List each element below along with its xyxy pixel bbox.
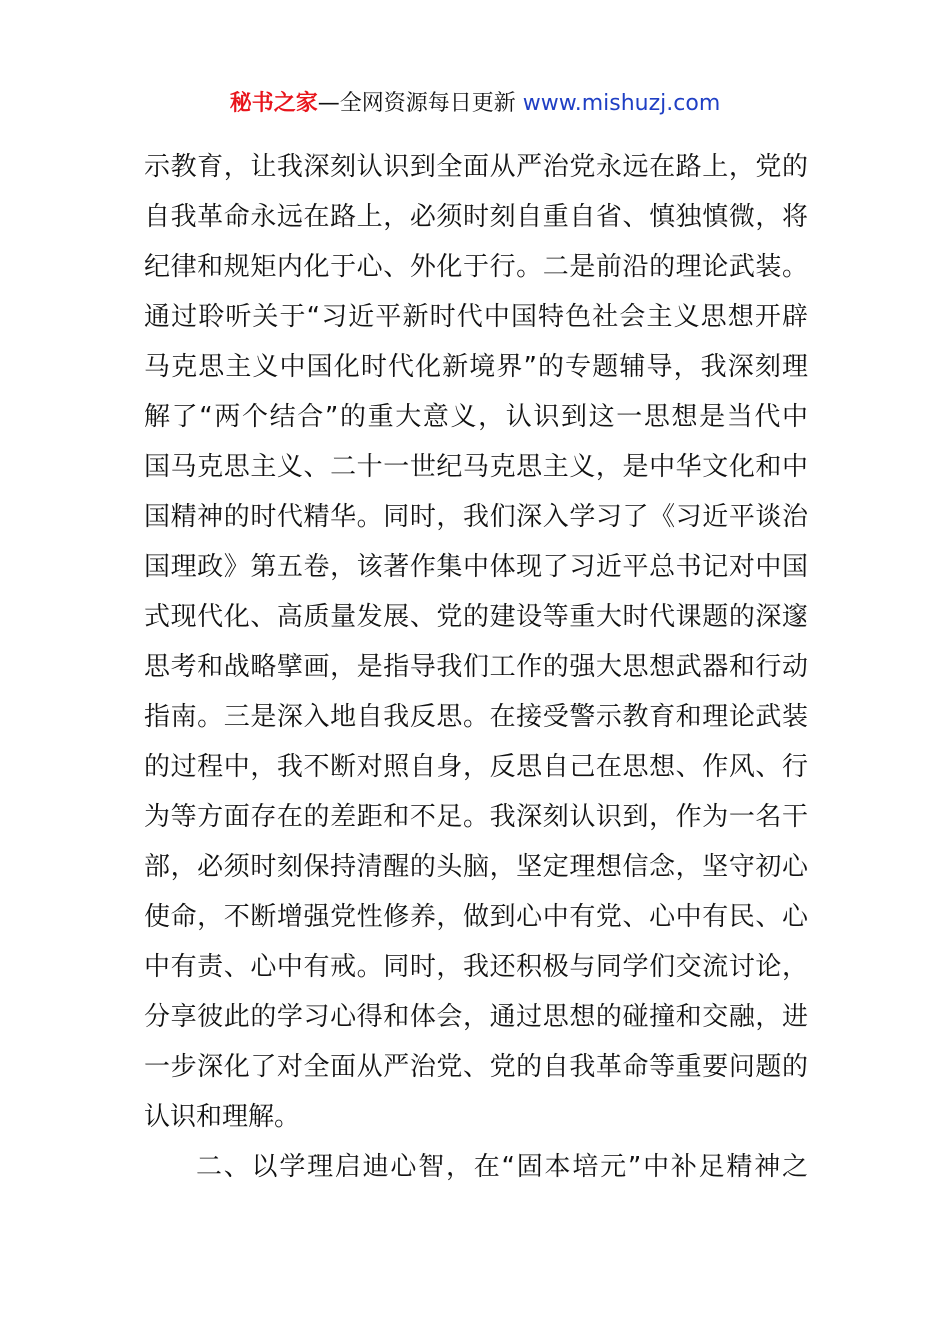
text-line: 思考和战略擘画，是指导我们工作的强大思想武器和行动 bbox=[144, 652, 808, 682]
text-line: 部，必须时刻保持清醒的头脑，坚定理想信念，坚守初心 bbox=[144, 852, 808, 882]
text-line: 式现代化、高质量发展、党的建设等重大时代课题的深邃 bbox=[144, 602, 808, 632]
text-line: 示教育，让我深刻认识到全面从严治党永远在路上，党的 bbox=[144, 152, 808, 182]
page-header bbox=[0, 88, 950, 120]
text-line: 解了“两个结合”的重大意义，认识到这一思想是当代中 bbox=[144, 402, 808, 432]
section-heading: 二、以学理启迪心智，在“固本培元”中补足精神之 bbox=[196, 1152, 808, 1182]
text-line: 的过程中，我不断对照自身，反思自己在思想、作风、行 bbox=[144, 752, 808, 782]
text-line: 国理政》第五卷，该著作集中体现了习近平总书记对中国 bbox=[144, 552, 808, 582]
text-line: 自我革命永远在路上，必须时刻自重自省、慎独慎微，将 bbox=[144, 202, 808, 232]
header-url-link[interactable]: www.mishuzj.com bbox=[522, 91, 721, 116]
text-line: 通过聆听关于“习近平新时代中国特色社会主义思想开辟 bbox=[144, 302, 808, 332]
text-line: 中有责、心中有戒。同时，我还积极与同学们交流讨论， bbox=[144, 952, 808, 982]
text-line: 使命，不断增强党性修养，做到心中有党、心中有民、心 bbox=[144, 902, 808, 932]
text-line: 为等方面存在的差距和不足。我深刻认识到，作为一名干 bbox=[144, 802, 808, 832]
text-line: 国马克思主义、二十一世纪马克思主义，是中华文化和中 bbox=[144, 452, 808, 482]
text-line: 纪律和规矩内化于心、外化于行。二是前沿的理论武装。 bbox=[144, 252, 808, 282]
text-line: 国精神的时代精华。同时，我们深入学习了《习近平谈治 bbox=[144, 502, 808, 532]
text-line: 认识和理解。 bbox=[144, 1102, 301, 1132]
header-brand: 秘书之家 bbox=[229, 91, 318, 116]
document-body bbox=[144, 142, 808, 1192]
text-line: 马克思主义中国化时代化新境界”的专题辅导，我深刻理 bbox=[144, 352, 808, 382]
header-tagline: —全网资源每日更新 bbox=[317, 91, 516, 116]
text-line: 指南。三是深入地自我反思。在接受警示教育和理论武装 bbox=[144, 702, 808, 732]
text-line: 分享彼此的学习心得和体会，通过思想的碰撞和交融，进 bbox=[144, 1002, 808, 1032]
text-line: 一步深化了对全面从严治党、党的自我革命等重要问题的 bbox=[144, 1052, 808, 1082]
